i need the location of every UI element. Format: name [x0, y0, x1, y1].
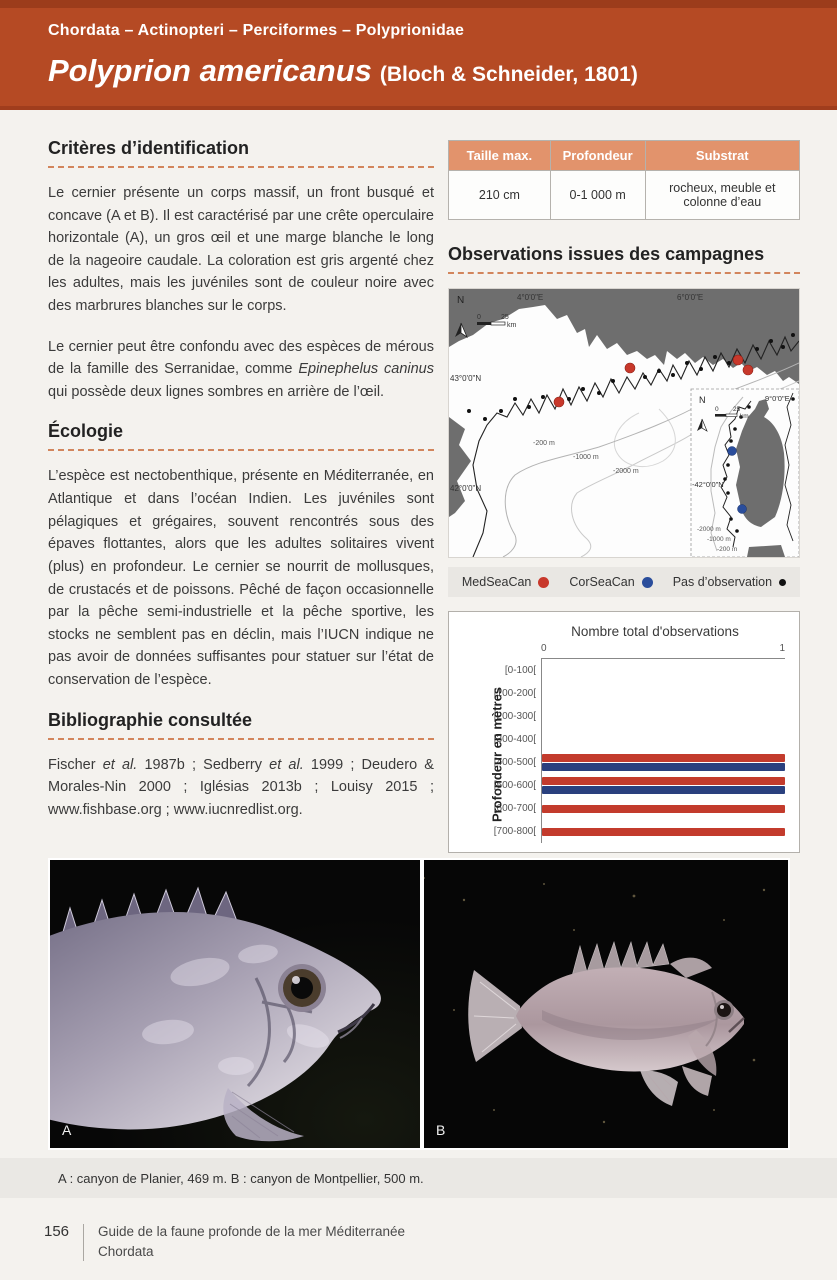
map-inset-lon-label: 9°0'0"E	[765, 394, 790, 403]
map-inset-depth-1000: -1000 m	[707, 536, 731, 543]
legend-item-medseacan	[462, 575, 550, 589]
chart-row	[542, 774, 785, 797]
legend-item-no-observation	[673, 575, 786, 589]
chart-x-tick-0: 0	[541, 643, 547, 654]
chart-row	[542, 820, 785, 843]
table-header-row	[449, 141, 800, 171]
page-header	[0, 0, 837, 110]
chart-title: Nombre total d'observations	[571, 624, 739, 639]
chart-category-label: [400-500[	[493, 757, 536, 768]
chart-category-label: [100-200[	[493, 688, 536, 699]
map-lat-label-43n: 43°0'0"N	[450, 374, 482, 383]
footer-divider	[83, 1224, 84, 1261]
chart-category-label: [600-700[	[493, 803, 536, 814]
observations-map	[448, 288, 800, 558]
medseacan-dot-icon	[538, 577, 549, 588]
right-column	[448, 140, 800, 853]
biblio-etal: et al.	[269, 756, 304, 773]
page-footer	[44, 1222, 405, 1261]
chart-category-label: [0-100[	[504, 665, 536, 676]
observations-block	[448, 244, 800, 853]
photo-b-label: B	[436, 1122, 446, 1138]
depth-observations-chart	[448, 611, 800, 853]
identification-p2-text-end: qui possède deux lignes sombres en arrière de l’œil.	[48, 383, 385, 400]
chart-y-labels	[479, 643, 541, 843]
chart-y-axis-title: Profondeur en mètres	[489, 686, 505, 823]
map-lat-label-42n: 42°0'0"N	[450, 484, 482, 493]
table-header-profondeur: Profondeur	[550, 141, 645, 171]
section-title-ecologie: Écologie	[48, 421, 434, 451]
species-info-table	[448, 140, 800, 220]
table-cell-substrat: rocheux, meuble et colonne d’eau	[645, 171, 799, 220]
chart-rows	[541, 659, 785, 843]
svg-text:km: km	[507, 322, 517, 329]
chart-row	[542, 659, 785, 682]
svg-text:N: N	[699, 395, 706, 405]
photo-caption	[0, 1158, 837, 1198]
chart-bar-corseacan	[542, 763, 785, 771]
chart-category-label: [200-300[	[493, 711, 536, 722]
table-cell-taille: 210 cm	[449, 171, 551, 220]
map-legend	[448, 567, 800, 597]
species-name-italic: Epinephelus caninus	[298, 361, 434, 378]
no-observation-dot-icon	[779, 579, 786, 586]
map-inset-corsica	[691, 389, 799, 557]
legend-label-no-observation: Pas d’observation	[672, 575, 773, 589]
photo-a-wreckfish-head	[50, 860, 420, 1148]
chart-bar-medseacan	[542, 805, 785, 813]
legend-label-corseacan: CorSeaCan	[569, 575, 635, 589]
chart-category-label: [300-400[	[493, 734, 536, 745]
section-title-observations: Observations issues des campagnes	[448, 244, 800, 274]
map-inset-lat-label: -42°0'0"N	[692, 480, 724, 489]
photo-a-label: A	[62, 1122, 72, 1138]
footer-guide-title: Guide de la faune profonde de la mer Méditerranée	[98, 1224, 405, 1239]
chart-row	[542, 682, 785, 705]
identification-paragraph-1: Le cernier présente un corps massif, un front busqué et concave (A et B). Il est caractérisé par une crête operculaire horizontale (A), un gros œil et une marge blanche le long de la nageoire caudale. La coloration est gris argenté chez les adultes, mais les juvéniles sont de couleur noire avec des marbrures blanches sur le corps.	[48, 185, 434, 315]
svg-text:km: km	[740, 413, 749, 420]
chart-category-label: [700-800[	[493, 826, 536, 837]
page-number: 156	[44, 1223, 70, 1240]
chart-plot-area	[541, 643, 785, 843]
taxonomy-breadcrumb: Chordata – Actinopteri – Perciformes – Polyprionidae	[48, 22, 465, 39]
svg-text:25: 25	[733, 406, 741, 413]
chart-bar-medseacan	[542, 777, 785, 785]
footer-chapter: Chordata	[98, 1243, 154, 1259]
species-name: Polyprion americanus	[48, 53, 372, 88]
map-inset-sardinia	[747, 545, 785, 557]
chart-row	[542, 751, 785, 774]
chart-x-axis	[541, 643, 785, 659]
photo-b-wreckfish-full	[424, 860, 788, 1148]
section-title-bibliographie: Bibliographie consultée	[48, 710, 434, 740]
ecologie-paragraph: L’espèce est nectobenthique, présente en Méditerranée, en Atlantique et dans l’océan Indien. Les juvéniles sont pélagiques et grégaires, souvent rencontrés sous des épaves flottantes, alors que les adultes solitaires vivent (plus) en profondeur. Le cernier se nourrit de mollusques, de crustacés et de poissons. Pêché de façon occasionnelle par la pêche semi-industrielle et la pêche sportive, les stocks ne semblent pas en déclin, mais l’IUCN indique ne pas avoir de données suffisantes pour statuer sur l’état de conservation de l’espèce.	[48, 468, 434, 688]
map-inset-depth-2000: -2000 m	[697, 526, 721, 533]
svg-text:25: 25	[501, 314, 509, 321]
bibliographie-paragraph	[48, 754, 434, 822]
svg-text:N: N	[457, 295, 465, 306]
map-lon-label-4e: 4°0'0"E	[517, 293, 544, 302]
footer-text	[98, 1222, 405, 1261]
map-lon-label-6e: 6°0'0"E	[677, 293, 704, 302]
svg-text:0: 0	[477, 314, 481, 321]
biblio-text: 1987b ; Sedberry	[137, 756, 270, 773]
photo-strip	[48, 858, 790, 1150]
table-header-substrat: Substrat	[645, 141, 799, 171]
chart-row	[542, 797, 785, 820]
map-depth-2000-label: -2000 m	[613, 468, 639, 475]
map-depth-1000-label: -1000 m	[573, 454, 599, 461]
table-row	[449, 171, 800, 220]
chart-bar-medseacan	[542, 754, 785, 762]
map-inset-depth-200: -200 m	[717, 546, 738, 553]
left-column	[48, 138, 434, 839]
legend-item-corseacan	[569, 575, 652, 589]
chart-row	[542, 705, 785, 728]
section-title-identification: Critères d’identification	[48, 138, 434, 168]
chart-row	[542, 728, 785, 751]
biblio-text: Fischer	[48, 756, 103, 773]
chart-category-label: [500-600[	[493, 780, 536, 791]
corseacan-dot-icon	[642, 577, 653, 588]
page-title	[48, 53, 837, 89]
table-cell-profondeur: 0-1 000 m	[550, 171, 645, 220]
svg-text:0: 0	[715, 406, 719, 413]
chart-x-tick-1: 1	[779, 643, 785, 654]
species-authority: (Bloch & Schneider, 1801)	[379, 63, 638, 86]
chart-bar-medseacan	[542, 828, 785, 836]
chart-bar-corseacan	[542, 786, 785, 794]
identification-p2-text: Le cernier peut être confondu avec des espèces de mérous de la famille des Serranidae, comme	[48, 338, 434, 378]
legend-label-medseacan: MedSeaCan	[461, 575, 532, 589]
biblio-etal: et al.	[102, 756, 138, 773]
identification-paragraph-2	[48, 336, 434, 404]
map-depth-200-label: -200 m	[533, 440, 555, 447]
photo-caption-text: A : canyon de Planier, 469 m. B : canyon de Montpellier, 500 m.	[58, 1170, 424, 1186]
biblio-text: 1999 ; Deudero & Morales-Nin 2000 ; Iglésias 2013b ; Louisy 2015 ; www.fishbase.org ; www.iucnredlist.org.	[48, 756, 434, 818]
table-header-taille: Taille max.	[449, 141, 551, 171]
